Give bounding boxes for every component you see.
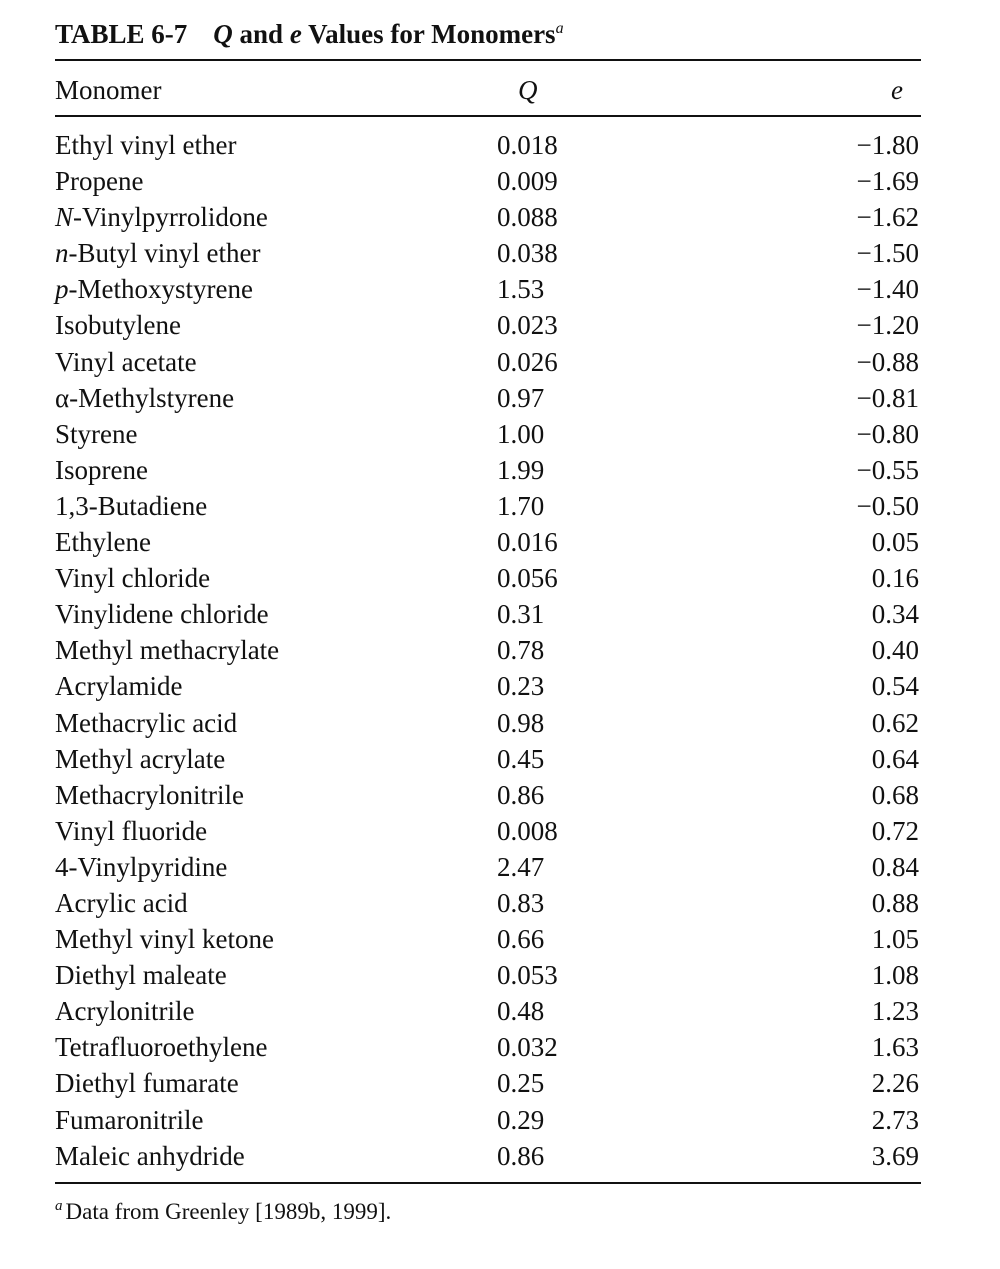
- monomer-name: -Methoxystyrene: [68, 274, 253, 305]
- e-value-cell: −1.69: [856, 166, 919, 197]
- q-value-cell: 1.70: [497, 490, 545, 521]
- monomer-name: Styrene: [55, 418, 138, 449]
- monomer-cell: [55, 596, 269, 632]
- e-value-cell: 0.68: [871, 779, 919, 810]
- q-value-cell: 1.53: [497, 274, 545, 305]
- monomer-cell: [55, 380, 234, 416]
- monomer-name: Propene: [55, 166, 144, 197]
- table-caption: [55, 14, 564, 54]
- monomer-name: Vinyl fluoride: [55, 815, 208, 846]
- footnote-text: Data from Greenley [1989b, 1999].: [65, 1199, 392, 1224]
- monomer-name: α-Methylstyrene: [55, 382, 235, 413]
- e-value-cell: 0.34: [871, 599, 919, 630]
- table-row: [55, 668, 921, 704]
- e-value-cell: 0.05: [871, 527, 919, 558]
- table-row: [55, 380, 921, 416]
- e-value-cell: −0.88: [856, 346, 919, 377]
- table-row: [55, 993, 921, 1029]
- table-row: [55, 524, 921, 560]
- monomer-name: Tetrafluoroethylene: [55, 1032, 268, 1063]
- bottom-rule: [55, 1182, 921, 1184]
- monomer-name: Acrylonitrile: [55, 996, 195, 1027]
- e-value-cell: −1.80: [856, 130, 919, 160]
- monomer-cell: [55, 163, 143, 199]
- q-value-cell: 0.98: [497, 707, 545, 738]
- monomer-name: 4-Vinylpyridine: [55, 851, 228, 882]
- caption-e-symbol: e: [289, 19, 302, 49]
- monomer-cell: [55, 416, 137, 452]
- monomer-name: Ethyl vinyl ether: [55, 130, 237, 160]
- table-row: [55, 921, 921, 957]
- monomer-cell: [55, 1065, 239, 1101]
- q-value-cell: 0.86: [497, 779, 545, 810]
- table-body: [55, 127, 921, 1174]
- monomer-prefix: p: [55, 274, 69, 305]
- monomer-cell: [55, 777, 244, 813]
- q-value-cell: 0.026: [497, 346, 558, 377]
- e-value-cell: −1.62: [856, 202, 919, 233]
- q-value-cell: 0.008: [497, 815, 558, 846]
- table-row: [55, 596, 921, 632]
- e-value-cell: 2.26: [871, 1068, 919, 1099]
- e-value-cell: 0.64: [871, 743, 919, 774]
- q-value-cell: 0.66: [497, 924, 545, 955]
- table-number: TABLE 6-7: [55, 19, 188, 49]
- monomer-name: Methyl acrylate: [55, 743, 226, 774]
- table-row: [55, 452, 921, 488]
- e-value-cell: −0.81: [856, 382, 919, 413]
- table-row: [55, 307, 921, 343]
- table-row: [55, 1102, 921, 1138]
- monomer-cell: [55, 1029, 268, 1065]
- monomer-name: Diethyl fumarate: [55, 1068, 239, 1099]
- q-value-cell: 0.25: [497, 1068, 545, 1099]
- table-row: [55, 813, 921, 849]
- monomer-cell: [55, 452, 148, 488]
- q-value-cell: 0.032: [497, 1032, 558, 1063]
- monomer-cell: [55, 307, 181, 343]
- table-row: [55, 849, 921, 885]
- monomer-name: Acrylic acid: [55, 887, 188, 918]
- header-monomer: Monomer: [55, 75, 162, 105]
- monomer-cell: [55, 524, 151, 560]
- e-value-cell: 3.69: [871, 1140, 919, 1171]
- q-value-cell: 0.29: [497, 1104, 545, 1135]
- q-value-cell: 0.088: [497, 202, 558, 233]
- monomer-cell: [55, 705, 237, 741]
- table-row: [55, 705, 921, 741]
- caption-footnote-marker: a: [555, 20, 564, 37]
- table-row: [55, 127, 921, 163]
- q-value-cell: 0.97: [497, 382, 545, 413]
- monomer-cell: [55, 1102, 203, 1138]
- e-value-cell: 0.62: [871, 707, 919, 738]
- e-value-cell: 0.84: [871, 851, 919, 882]
- table-row: [55, 1029, 921, 1065]
- e-value-cell: −0.50: [856, 490, 919, 521]
- e-value-cell: 0.40: [871, 635, 919, 666]
- q-value-cell: 0.016: [497, 527, 558, 558]
- table-row: [55, 235, 921, 271]
- table-row: [55, 1065, 921, 1101]
- monomer-cell: [55, 235, 260, 271]
- monomer-cell: [55, 741, 225, 777]
- monomer-cell: [55, 921, 274, 957]
- monomer-cell: [55, 127, 236, 163]
- e-value-cell: 1.08: [871, 960, 919, 991]
- caption-title: Values for Monomers: [301, 19, 556, 49]
- footnote-marker: a: [55, 1198, 63, 1215]
- e-value-cell: 1.05: [871, 924, 919, 955]
- q-value-cell: 0.23: [497, 671, 545, 702]
- e-value-cell: −1.40: [856, 274, 919, 305]
- monomer-name: -Vinylpyrrolidone: [73, 202, 268, 233]
- monomer-name: Maleic anhydride: [55, 1140, 245, 1171]
- monomer-cell: [55, 271, 253, 307]
- e-value-cell: 0.16: [871, 563, 919, 594]
- e-value-cell: 2.73: [871, 1104, 919, 1135]
- monomer-cell: [55, 813, 207, 849]
- q-value-cell: 0.038: [497, 238, 558, 269]
- q-value-cell: 0.018: [497, 130, 558, 160]
- monomer-name: Isobutylene: [55, 310, 181, 341]
- q-value-cell: 0.45: [497, 743, 545, 774]
- monomer-cell: [55, 488, 207, 524]
- monomer-name: Vinyl acetate: [55, 346, 197, 377]
- e-value-cell: −1.20: [856, 310, 919, 341]
- table-footnote: [55, 1196, 391, 1228]
- e-value-cell: 1.23: [871, 996, 919, 1027]
- monomer-name: Methacrylonitrile: [55, 779, 244, 810]
- q-value-cell: 0.053: [497, 960, 558, 991]
- table-row: [55, 344, 921, 380]
- q-value-cell: 1.99: [497, 454, 545, 485]
- table-row: [55, 199, 921, 235]
- top-rule: [55, 59, 921, 61]
- monomer-name: 1,3-Butadiene: [55, 490, 208, 521]
- monomer-cell: [55, 993, 194, 1029]
- table-row: [55, 271, 921, 307]
- monomer-name: Diethyl maleate: [55, 960, 227, 991]
- e-value-cell: 0.72: [871, 815, 919, 846]
- table-row: [55, 416, 921, 452]
- monomer-name: Methyl vinyl ketone: [55, 924, 274, 955]
- q-value-cell: 0.48: [497, 996, 545, 1027]
- table-row: [55, 560, 921, 596]
- monomer-prefix: N: [55, 202, 74, 233]
- monomer-name: Vinylidene chloride: [55, 599, 269, 630]
- q-value-cell: 0.83: [497, 887, 545, 918]
- monomer-cell: [55, 1138, 245, 1174]
- monomer-cell: [55, 199, 268, 235]
- monomer-name: Isoprene: [55, 454, 148, 485]
- q-value-cell: 0.023: [497, 310, 558, 341]
- header-rule: [55, 115, 921, 117]
- caption-q-symbol: Q: [213, 19, 233, 49]
- table-row: [55, 777, 921, 813]
- e-value-cell: −0.55: [856, 454, 919, 485]
- table-row: [55, 163, 921, 199]
- monomer-cell: [55, 344, 197, 380]
- monomer-name: Fumaronitrile: [55, 1104, 204, 1135]
- table-row: [55, 632, 921, 668]
- e-value-cell: −1.50: [856, 238, 919, 269]
- monomer-cell: [55, 668, 182, 704]
- table-row: [55, 488, 921, 524]
- header-e: e: [891, 75, 903, 105]
- monomer-cell: [55, 632, 279, 668]
- q-value-cell: 0.78: [497, 635, 545, 666]
- q-value-cell: 0.009: [497, 166, 558, 197]
- monomer-name: -Butyl vinyl ether: [68, 238, 261, 269]
- monomer-cell: [55, 849, 227, 885]
- q-value-cell: 2.47: [497, 851, 545, 882]
- table-row: [55, 1138, 921, 1174]
- monomer-name: Methyl methacrylate: [55, 635, 280, 666]
- q-value-cell: 0.86: [497, 1140, 545, 1171]
- monomer-name: Ethylene: [55, 527, 151, 558]
- e-value-cell: −0.80: [856, 418, 919, 449]
- monomer-name: Methacrylic acid: [55, 707, 238, 738]
- q-value-cell: 1.00: [497, 418, 545, 449]
- monomer-prefix: n: [55, 238, 69, 269]
- monomer-cell: [55, 885, 188, 921]
- caption-and: and: [232, 19, 290, 49]
- table-header-row: [55, 72, 921, 108]
- header-q: Q: [518, 75, 538, 105]
- monomer-cell: [55, 560, 210, 596]
- table-row: [55, 741, 921, 777]
- table-row: [55, 885, 921, 921]
- monomer-name: Acrylamide: [55, 671, 183, 702]
- e-value-cell: 0.88: [871, 887, 919, 918]
- e-value-cell: 0.54: [871, 671, 919, 702]
- monomer-name: Vinyl chloride: [55, 563, 211, 594]
- q-value-cell: 0.056: [497, 563, 558, 594]
- q-value-cell: 0.31: [497, 599, 545, 630]
- monomer-cell: [55, 957, 227, 993]
- table-row: [55, 957, 921, 993]
- e-value-cell: 1.63: [871, 1032, 919, 1063]
